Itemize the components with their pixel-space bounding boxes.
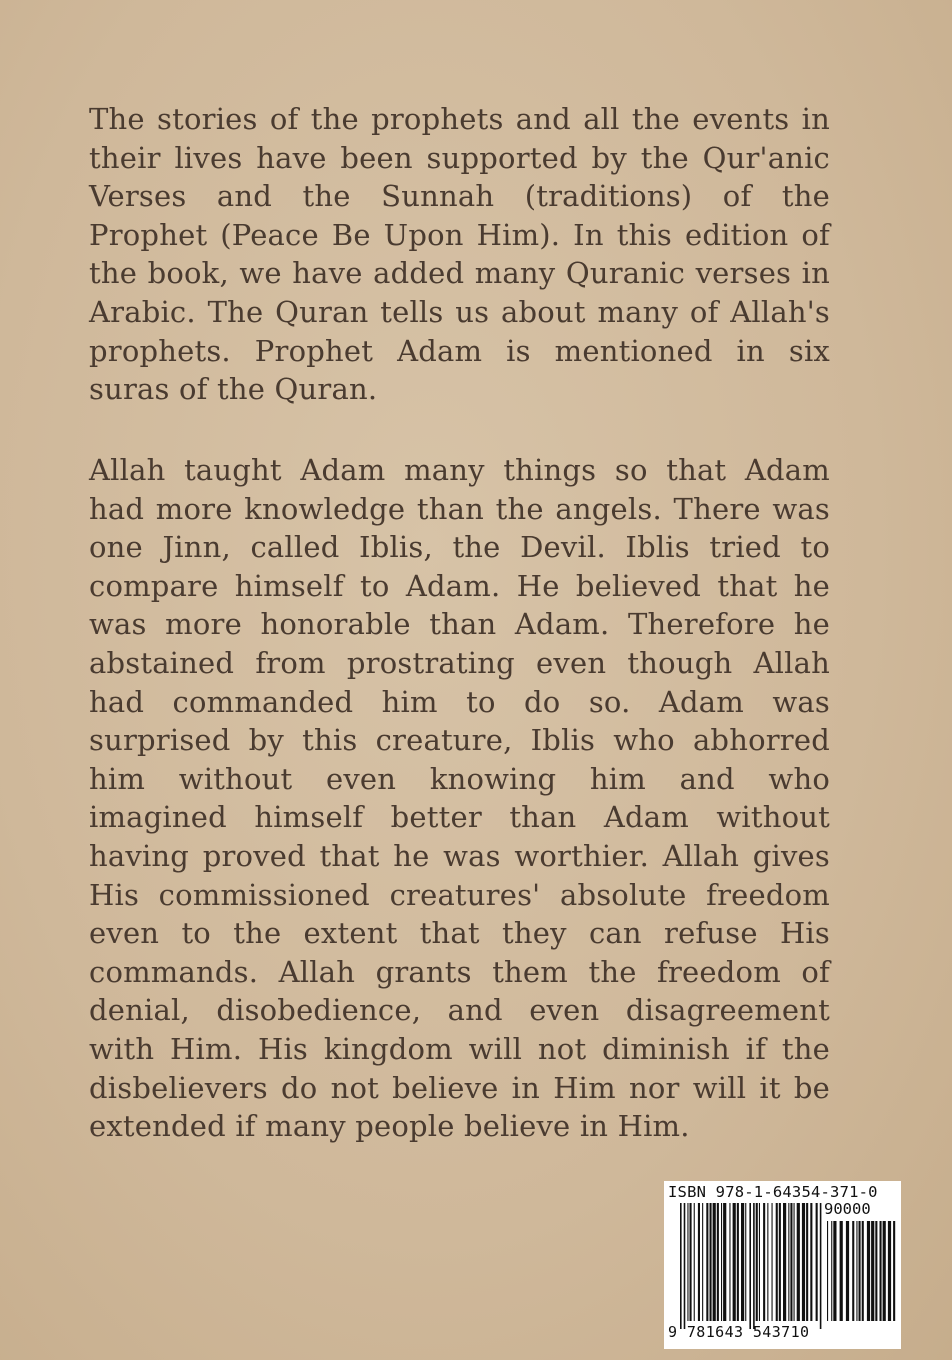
barcode-bar	[749, 1203, 751, 1329]
barcode-bar	[690, 1203, 692, 1321]
barcode-bar	[684, 1203, 686, 1329]
adam-iblis-paragraph: Allah taught Adam many things so that Adam had more knowledge than the angels. There was one Jinn, called Iblis, the Devil. Iblis tried to compare himself to Adam. He believed that he was more honorable than Adam. Therefore he abstained from prostrating even though Allah had commanded him to do so. Adam was surprised by this creature, Iblis who abhorred him without even knowing him and who imagined himself better than Adam without having proved that he was worthier. Allah gives His commissioned creatures' absolute freedom even to the extent that they can refuse His commands. Allah grants them the freedom of denial, disobedience, and even disagreement with Him. His kingdom will not diminish if the disbelievers do not believe in Him nor will it be extended if many people believe in Him.	[89, 453, 830, 1144]
addon-bar	[875, 1221, 877, 1321]
barcode-bar	[713, 1203, 716, 1321]
barcode-bar	[772, 1203, 773, 1321]
barcode-bar	[802, 1203, 805, 1321]
barcode-bar	[788, 1203, 789, 1321]
addon-bar	[856, 1221, 857, 1321]
addon-bar	[880, 1221, 882, 1321]
addon-bar	[846, 1221, 849, 1321]
barcode-bar	[729, 1203, 730, 1321]
barcode-bar	[763, 1203, 765, 1321]
barcode-bar	[745, 1203, 746, 1321]
barcode-bar	[753, 1203, 755, 1329]
barcode-bar	[810, 1203, 812, 1321]
barcode-bar	[790, 1203, 792, 1321]
barcode-bar	[706, 1203, 708, 1321]
barcode-bar	[698, 1203, 700, 1321]
addon-bar	[831, 1221, 832, 1321]
barcode-bar	[783, 1203, 786, 1321]
addon-bar	[833, 1221, 836, 1321]
barcode-bar	[723, 1203, 726, 1321]
barcode-bar	[759, 1203, 760, 1321]
barcode-bar	[756, 1203, 758, 1321]
addon-bar	[827, 1221, 828, 1321]
price-addon: 90000	[824, 1200, 871, 1218]
barcode-bar	[816, 1203, 818, 1321]
addon-bar	[867, 1221, 870, 1321]
barcode-bar	[733, 1203, 736, 1321]
barcode-bar	[717, 1203, 719, 1321]
addon-bar	[883, 1221, 886, 1321]
barcode-bar	[806, 1203, 808, 1321]
addon-bar	[852, 1221, 854, 1321]
barcode-bar	[737, 1203, 739, 1321]
barcode-bar	[702, 1203, 703, 1321]
addon-bar	[888, 1221, 891, 1321]
barcode-bar	[680, 1203, 682, 1329]
addon-bar	[862, 1221, 864, 1321]
barcode-bar	[741, 1203, 744, 1321]
isbn-barcode	[664, 1181, 901, 1349]
addon-bar	[893, 1221, 895, 1321]
barcode-bar	[687, 1203, 688, 1321]
barcode-bar	[710, 1203, 712, 1321]
barcode-digits: 9 781643 543710	[668, 1323, 810, 1341]
barcode-bar	[820, 1203, 822, 1329]
intro-paragraph: The stories of the prophets and all the events in their lives have been supported by the Qur'anic Verses and the Sunnah (traditions) of the Prophet (Peace Be Upon Him). In this edition of the book, we have added many Quranic verses in Arabic. The Quran tells us about many of Allah's prophets. Prophet Adam is mentioned in six suras of the Quran.	[89, 102, 830, 407]
barcode-bar	[794, 1203, 795, 1321]
barcode-bar	[694, 1203, 695, 1321]
addon-bar	[859, 1221, 861, 1321]
addon-bar	[840, 1221, 843, 1321]
barcode-bar	[767, 1203, 768, 1321]
barcode-bar	[797, 1203, 800, 1321]
barcode-bar	[779, 1203, 781, 1321]
addon-bar	[871, 1221, 874, 1321]
isbn-label: ISBN 978-1-64354-371-0	[668, 1183, 878, 1201]
barcode-bar	[776, 1203, 778, 1321]
barcode-bar	[721, 1203, 722, 1321]
